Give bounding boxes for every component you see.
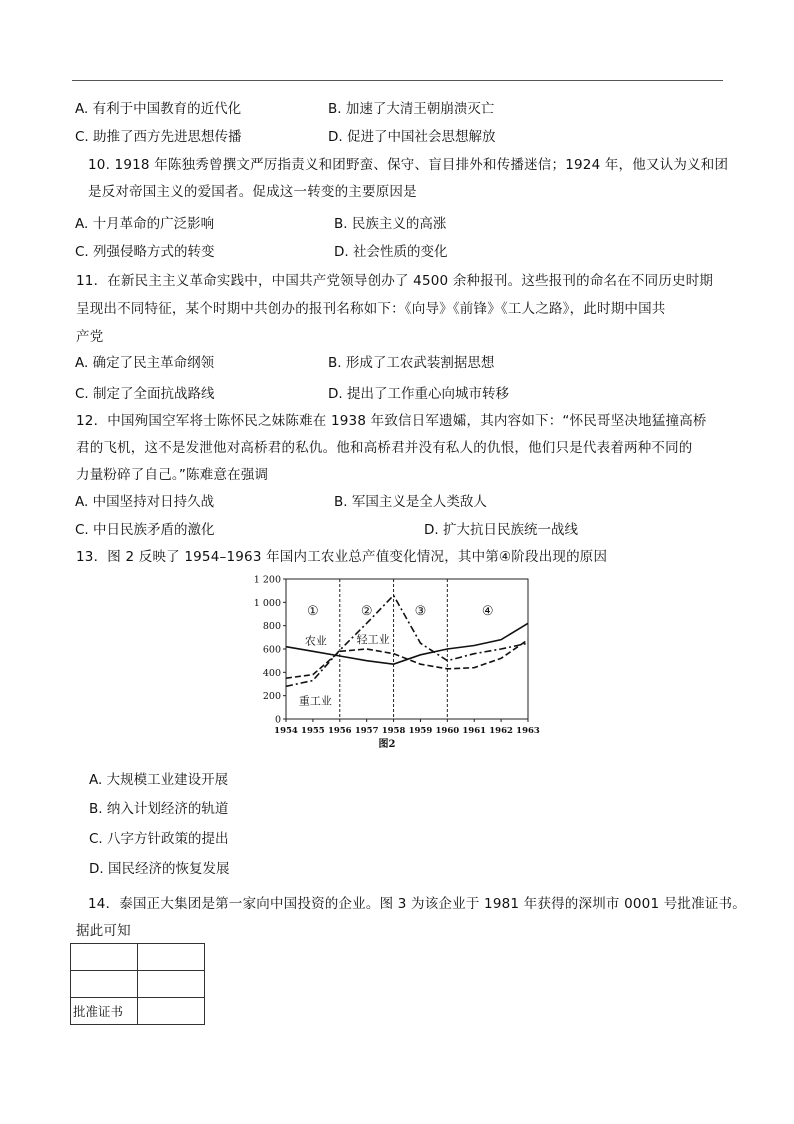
stage-label: ③ — [414, 604, 427, 619]
q13-option-b: B. 纳入计划经济的轨道 — [89, 801, 229, 817]
x-tick-label: 1954 — [274, 726, 298, 736]
q13-option-a: A. 大规模工业建设开展 — [89, 772, 229, 788]
x-tick-label: 1956 — [327, 726, 352, 736]
y-tick-label: 0 — [274, 714, 281, 726]
series-label: 重工业 — [298, 694, 332, 708]
y-tick-label: 600 — [262, 644, 281, 656]
q11-option-b: B. 形成了工农武装割据思想 — [328, 355, 495, 371]
stage-label: ② — [360, 604, 373, 619]
x-tick-label: 1962 — [489, 726, 513, 736]
y-tick-label: 1 200 — [253, 574, 281, 586]
certificate-label: 批准证书 — [71, 998, 138, 1025]
q10-option-b: B. 民族主义的高涨 — [334, 216, 447, 232]
q9-option-a: A. 有利于中国教育的近代化 — [75, 101, 242, 117]
table-row — [71, 971, 205, 998]
stage-label: ④ — [481, 604, 494, 619]
q10-option-d: D. 社会性质的变化 — [334, 244, 448, 260]
q12-option-c: C. 中日民族矛盾的激化 — [75, 522, 215, 538]
q9-option-d: D. 促进了中国社会思想解放 — [328, 129, 496, 145]
q10-stem-line1: 10. 1918 年陈独秀曾撰文严厉指责义和团野蛮、保守、盲目排外和传播迷信；1924 年，他又认为义和团 — [88, 157, 729, 173]
x-tick-label: 1961 — [462, 726, 487, 736]
table-cell — [138, 998, 205, 1025]
q10-stem-line2: 是反对帝国主义的爱国者。促成这一转变的主要原因是 — [88, 184, 417, 200]
x-tick-label: 1955 — [301, 726, 325, 736]
q12-stem-line1: 12．中国殉国空军将士陈怀民之妹陈难在 1938 年致信日军遗孀，其内容如下：“怀民哥坚决地猛撞高桥 — [76, 413, 707, 429]
x-tick-label: 1960 — [435, 726, 460, 736]
q10-option-c: C. 列强侵略方式的转变 — [75, 244, 215, 260]
q12-option-a: A. 中国坚持对日持久战 — [75, 494, 215, 510]
q11-stem-line3: 产党 — [76, 329, 104, 345]
x-tick-label: 1959 — [408, 726, 433, 736]
figure-2-line-chart — [253, 571, 548, 756]
q13-option-c: C. 八字方针政策的提出 — [89, 831, 229, 847]
x-tick-label: 1957 — [354, 726, 379, 736]
y-tick-label: 800 — [262, 621, 281, 633]
q11-option-a: A. 确定了民主革命纲领 — [75, 355, 215, 371]
q12-option-d: D. 扩大抗日民族统一战线 — [424, 522, 578, 538]
q12-stem-line3: 力量粉碎了自己。”陈难意在强调 — [76, 467, 269, 483]
table-cell — [71, 944, 138, 971]
x-tick-label: 1958 — [381, 726, 406, 736]
series-label: 轻工业 — [356, 633, 390, 646]
x-tick-label: 1963 — [516, 726, 540, 736]
table-row — [71, 998, 205, 1025]
q11-option-d: D. 提出了工作重心向城市转移 — [328, 386, 509, 402]
y-tick-label: 200 — [262, 691, 281, 703]
q9-option-b: B. 加速了大清王朝崩溃灭亡 — [328, 101, 495, 117]
series-label: 农业 — [304, 634, 327, 648]
y-tick-label: 400 — [262, 667, 281, 679]
q10-option-a: A. 十月革命的广泛影响 — [75, 216, 215, 232]
q13-option-d: D. 国民经济的恢复发展 — [89, 861, 230, 877]
table-cell — [138, 944, 205, 971]
q11-stem-line1: 11．在新民主主义革命实践中，中国共产党领导创办了 4500 余种报刊。这些报刊的命名在不同历史时期 — [76, 273, 714, 289]
table-cell — [138, 971, 205, 998]
q14-stem-line2: 据此可知 — [76, 923, 131, 939]
q11-option-c: C. 制定了全面抗战路线 — [75, 386, 215, 402]
q14-stem-line1: 14．泰国正大集团是第一家向中国投资的企业。图 3 为该企业于 1981 年获得的深圳市 0001 号批准证书。 — [88, 896, 746, 912]
q11-stem-line2: 呈现出不同特征，某个时期中共创办的报刊名称如下：《向导》《前锋》《工人之路》，此时期中国共 — [76, 301, 666, 317]
stage-label: ① — [307, 604, 319, 619]
table-row — [71, 944, 205, 971]
table-cell — [71, 971, 138, 998]
q13-stem: 13．图 2 反映了 1954–1963 年国内工农业总产值变化情况，其中第④阶段出现的原因 — [76, 549, 608, 565]
y-tick-label: 1 000 — [253, 597, 281, 609]
figure-caption: 图2 — [378, 739, 396, 750]
q12-option-b: B. 军国主义是全人类敌人 — [334, 494, 487, 510]
header-rule — [72, 80, 723, 81]
certificate-table — [70, 943, 205, 1025]
q12-stem-line2: 君的飞机，这不是发泄他对高桥君的私仇。他和高桥君并没有私人的仇恨，他们只是代表着两种不同的 — [76, 440, 693, 456]
q9-option-c: C. 助推了西方先进思想传播 — [75, 129, 242, 145]
